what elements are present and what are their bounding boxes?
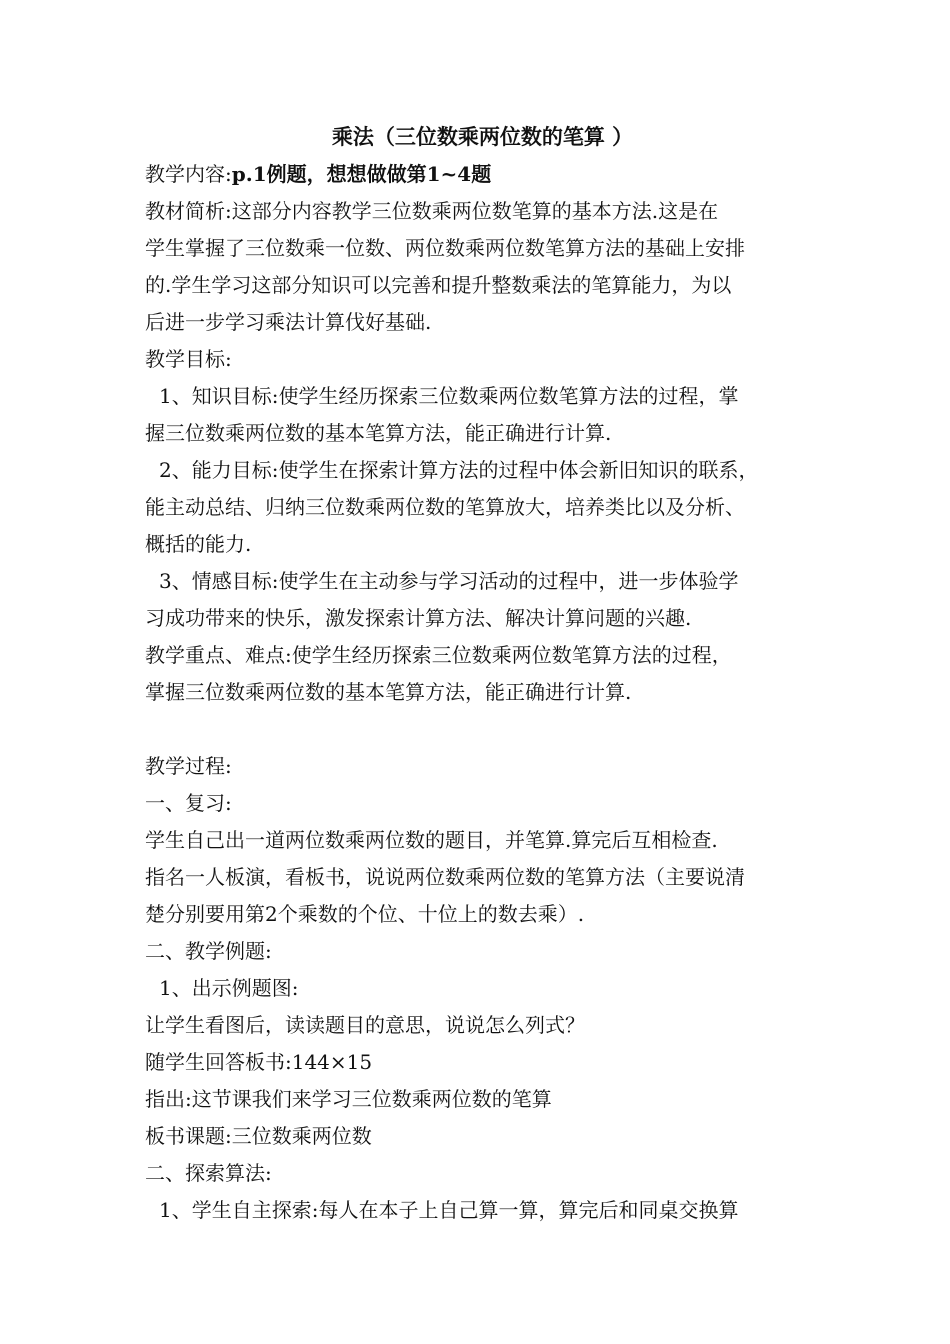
teaching-content-value: p.1例题，想想做做第1~4题 [231,162,492,186]
teaching-content-label: 教学内容: [145,162,232,186]
text-line: 学生掌握了三位数乘一位数、两位数乘两位数笔算方法的基础上安排 [145,236,745,260]
text-line: 教材简析:这部分内容教学三位数乘两位数笔算的基本方法.这是在 [145,199,719,223]
text-line: 3、情感目标:使学生在主动参与学习活动的过程中，进一步体验学 [159,569,739,593]
section-heading: 二、教学例题: [145,939,272,963]
text-line: 1、知识目标:使学生经历探索三位数乘两位数笔算方法的过程，掌 [159,384,739,408]
text-line: 概括的能力. [145,532,252,556]
text-line: 1、出示例题图: [159,976,299,1000]
text-line: 楚分别要用第2个乘数的个位、十位上的数去乘）. [145,902,585,926]
text-line: 掌握三位数乘两位数的基本笔算方法，能正确进行计算. [145,680,632,704]
text-line: 2、能力目标:使学生在探索计算方法的过程中体会新旧知识的联系， [159,458,759,482]
text-line: 的.学生学习这部分知识可以完善和提升整数乘法的笔算能力，为以 [145,273,732,297]
text-line: 指出:这节课我们来学习三位数乘两位数的笔算 [145,1087,552,1111]
teaching-content-line [145,156,820,193]
text-line: 让学生看图后，读读题目的意思，说说怎么列式？ [145,1013,585,1037]
text-line: 习成功带来的快乐，激发探索计算方法、解决计算问题的兴趣. [145,606,692,630]
text-line: 板书课题:三位数乘两位数 [145,1124,372,1148]
section-heading: 一、复习: [145,791,232,815]
document-title: 乘法（三位数乘两位数的笔算 ） [331,124,634,149]
text-line: 握三位数乘两位数的基本笔算方法，能正确进行计算. [145,421,612,445]
blank-line [145,711,820,748]
text-line: 能主动总结、归纳三位数乘两位数的笔算放大，培养类比以及分析、 [145,495,745,519]
text-line: 学生自己出一道两位数乘两位数的题目，并笔算.算完后互相检查. [145,828,718,852]
text-line: 1、学生自主探索:每人在本子上自己算一算，算完后和同桌交换算 [159,1198,739,1222]
section-heading: 教学过程: [145,754,232,778]
text-line: 教学重点、难点:使学生经历探索三位数乘两位数笔算方法的过程， [145,643,732,667]
section-heading: 二、探索算法: [145,1161,272,1185]
section-heading: 教学目标: [145,347,232,371]
text-line: 后进一步学习乘法计算伐好基础. [145,310,432,334]
text-line: 随学生回答板书:144×15 [145,1050,373,1074]
text-line: 指名一人板演，看板书，说说两位数乘两位数的笔算方法（主要说清 [145,865,745,889]
